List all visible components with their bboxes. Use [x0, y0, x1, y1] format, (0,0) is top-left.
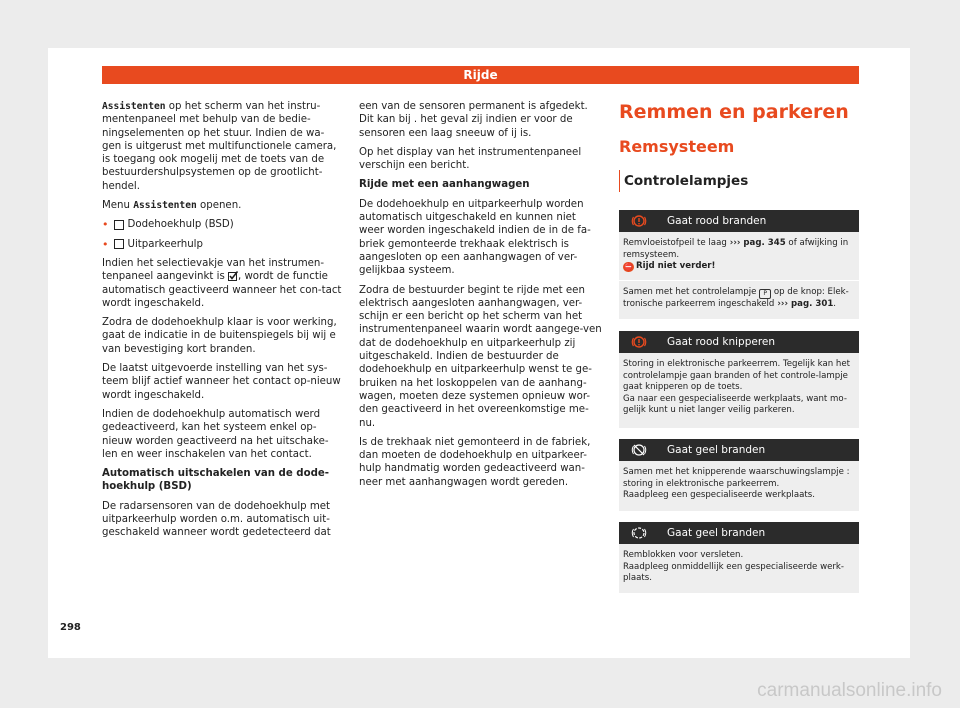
warning-text: Rijd niet verder!	[636, 261, 716, 271]
page-number: 298	[60, 622, 81, 633]
menu-name: Assistenten	[102, 101, 166, 112]
subsection-title: Remsysteem	[619, 137, 735, 156]
paragraph	[102, 257, 342, 310]
indicator-body	[619, 461, 859, 511]
brake-warning-icon	[631, 334, 647, 350]
paragraph: De radarsensoren van de dodehoekhulp met uitparkeerhulp worden o.m. automatisch uit-geschakeld wanneer wordt gedetecteerd dat	[102, 500, 331, 539]
paragraph: Raadpleeg een gespecialiseerde werkplaats.	[623, 490, 815, 500]
indicator-body	[619, 281, 859, 319]
checkbox-icon	[114, 220, 124, 230]
bullet-icon: •	[102, 237, 109, 251]
brake-pad-icon	[631, 525, 647, 541]
paragraph	[102, 100, 342, 193]
paragraph: De dodehoekhulp en uitparkeerhulp worden automatisch uitgeschakeld en kunnen niet weer worden ingeschakeld indien de in de fa-briek gemonteerde trekhaak elektrisch is aangesloten op een aanhangwagen of ver-gelijkbaa systeem.	[359, 198, 591, 277]
stop-icon: ⛔	[624, 263, 633, 271]
subheading: Automatisch uitschakelen van de dode-hoekhulp (BSD)	[102, 468, 329, 493]
paragraph: Zodra de bestuurder begint te rijde met een elektrisch aangesloten aanhangwagen, ver-schijn er een bericht op het scherm van het instrumentenpaneel waarin wordt aangege-ven dat de dodehoekhulp en uitparkeerhulp zij uitgeschakeld. Indien de bestuurder de dodehoekhulp en uitparkeerhulp wenst te ge-bruiken na het loskoppelen van de aanhang-wagen, moeten deze systemen opnieuw wor-den geactiveerd in het overeenkomstige me-nu.	[359, 284, 602, 429]
bullet-icon: •	[102, 218, 109, 232]
page-reference: ››› pag. 301	[774, 299, 834, 309]
text: Indien het selectievakje van het instrumen-tenpaneel aangevinkt is	[102, 257, 325, 283]
list-item	[102, 218, 342, 231]
indicator-body	[619, 353, 859, 428]
list-item-label: Uitparkeerhulp	[127, 238, 203, 250]
indicator-label: Gaat geel branden	[667, 527, 766, 539]
parking-brake-fault-icon	[631, 442, 647, 458]
indicator-body	[619, 544, 859, 593]
list-item-label: Dodehoekhulp (BSD)	[127, 219, 234, 231]
paragraph: Storing in elektronische parkeerrem. Tegelijk kan het controlelampje gaan branden of het controle-lampje gaat knipperen op de toets.	[623, 359, 851, 392]
menu-name: Assistenten	[133, 200, 197, 212]
brake-warning-icon	[631, 213, 647, 229]
paragraph	[623, 287, 855, 311]
paragraph: Is de trekhaak niet gemonteerd in de fabriek, dan moeten de dodehoekhulp en uitparkeer-hulp handmatig worden gedeactiveerd wan-neer met aanhangwagen wordt gereden.	[359, 436, 591, 488]
indicator-header	[619, 439, 859, 461]
column-1	[102, 100, 342, 546]
section-heading: Controlelampjes	[619, 170, 859, 192]
indicator-label: Gaat rood branden	[667, 215, 767, 227]
subheading: Rijde met een aanhangwagen	[359, 179, 530, 191]
paragraph: Samen met het knipperende waarschuwingslampje : storing in elektronische parkeerrem.	[623, 467, 850, 489]
parking-brake-icon: P	[759, 289, 771, 299]
checkbox-icon	[114, 239, 124, 249]
column-3	[619, 100, 859, 192]
indicator-header	[619, 522, 859, 544]
paragraph: Raadpleeg onmiddellijk een gespecialiseerde werk-plaats.	[623, 561, 844, 583]
paragraph: Op het display van het instrumentenpaneel verschijn een bericht.	[359, 146, 582, 172]
page-reference: ››› pag. 345	[726, 238, 786, 248]
paragraph	[102, 199, 342, 212]
paragraph: Remblokken voor versleten.	[623, 550, 744, 560]
paragraph: Indien de dodehoekhulp automatisch werd gedeactiveerd, kan het systeem enkel op-nieuw worden geactiveerd na het uitschake-len en weer inschakelen van het contact.	[102, 408, 329, 460]
text: Remvloeistofpeil te laag	[623, 238, 727, 248]
paragraph: Ga naar een gespecialiseerde werkplaats, want mo-gelijk kunt u niet langer veilig parkeren.	[623, 393, 847, 415]
paragraph	[623, 261, 855, 273]
indicator-header	[619, 331, 859, 353]
indicator-label: Gaat rood knipperen	[667, 336, 776, 348]
text: , wordt de functie automatisch geactiveerd wanneer het con-tact wordt ingeschakeld.	[102, 271, 342, 309]
text: Menu	[102, 200, 134, 212]
text: openen.	[196, 200, 242, 212]
section-title: Remmen en parkeren	[619, 101, 849, 123]
indicator-body	[619, 232, 859, 280]
indicator-header	[619, 210, 859, 232]
indicator-label: Gaat geel branden	[667, 444, 766, 456]
watermark: carmanualsonline.info	[757, 680, 942, 701]
column-2	[359, 100, 603, 495]
text: .	[833, 299, 837, 309]
paragraph: een van de sensoren permanent is afgedekt. Dit kan bij . het geval zij indien er voor de sensoren een laag sneeuw of ij is.	[359, 101, 588, 139]
paragraph: Zodra de dodehoekhulp klaar is voor werking, gaat de indicatie in de buitenspiegels bij wij e van bevestiging kort branden.	[102, 317, 337, 355]
paragraph	[623, 238, 855, 261]
list-item	[102, 238, 342, 251]
paragraph-text: op het scherm van het instru-mentenpaneel met behulp van de bedie-ningselementen op het stuur. Indien de wa-gen is uitgerust met multifunctionele camera, is toegang ook mogelij met de toets van de bestuurdershulpsystemen op de grootlicht-hendel.	[102, 101, 337, 192]
paragraph: De laatst uitgevoerde instelling van het sys-teem blijf actief wanneer het contact op-nieuw wordt ingeschakeld.	[102, 363, 341, 401]
text: op de knop: Elek-tronische parkeerrem ingeschakeld	[623, 287, 849, 309]
checked-checkbox-icon	[228, 271, 238, 281]
text: Samen met het controlelampje	[623, 287, 760, 297]
page-header: Rijde	[102, 66, 859, 84]
text: of afwijking in remsysteem.	[623, 238, 849, 260]
